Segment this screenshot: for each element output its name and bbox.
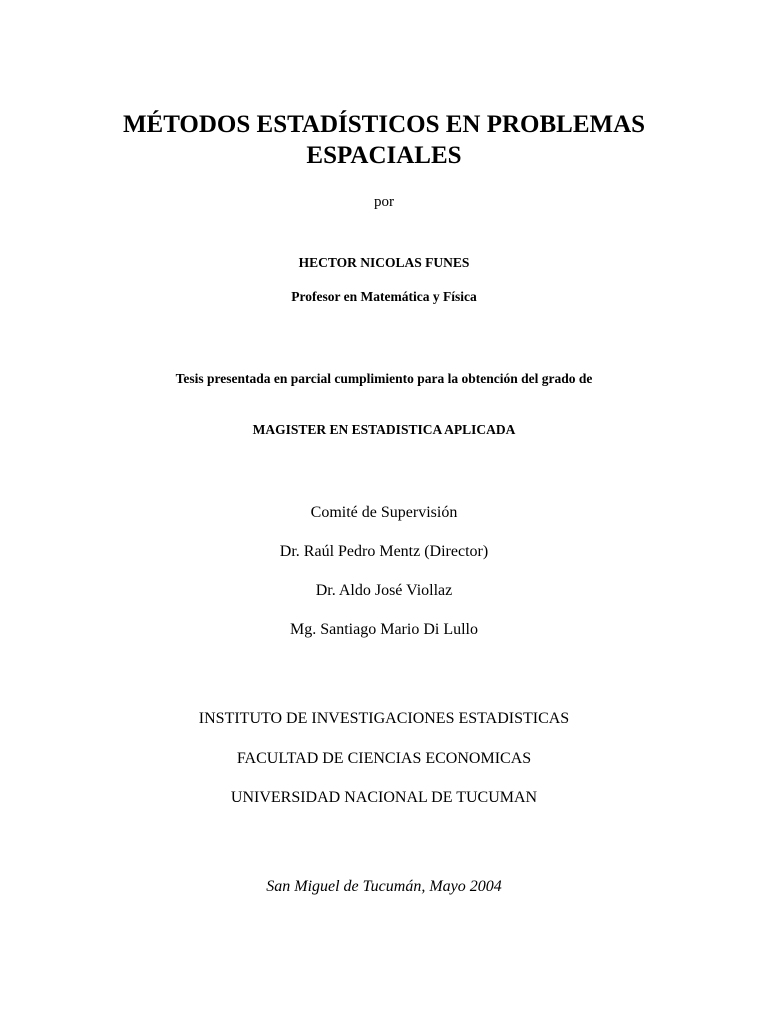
committee-member: Dr. Aldo José Viollaz: [315, 582, 453, 599]
university-name: UNIVERSIDAD NACIONAL DE TUCUMAN: [230, 789, 538, 806]
by-label: por: [374, 194, 394, 210]
author-profession: Profesor en Matemática y Física: [291, 289, 477, 304]
thesis-title: [0, 109, 768, 171]
degree-name: MAGISTER EN ESTADISTICA APLICADA: [252, 422, 516, 437]
thesis-title-line-1: MÉTODOS ESTADÍSTICOS EN PROBLEMAS: [122, 111, 646, 138]
faculty-name: FACULTAD DE CIENCIAS ECONOMICAS: [236, 750, 532, 767]
institute-name: INSTITUTO DE INVESTIGACIONES ESTADISTICAS: [198, 710, 570, 727]
thesis-title-line-2: ESPACIALES: [306, 142, 462, 169]
thesis-statement: Tesis presentada en parcial cumplimiento para la obtención del grado de: [175, 371, 593, 386]
place-and-date: San Miguel de Tucumán, Mayo 2004: [266, 878, 502, 895]
author-name: HECTOR NICOLAS FUNES: [298, 255, 470, 270]
committee-member: Mg. Santiago Mario Di Lullo: [290, 621, 478, 638]
committee-member: Dr. Raúl Pedro Mentz (Director): [279, 543, 489, 560]
committee-heading: Comité de Supervisión: [310, 504, 458, 521]
